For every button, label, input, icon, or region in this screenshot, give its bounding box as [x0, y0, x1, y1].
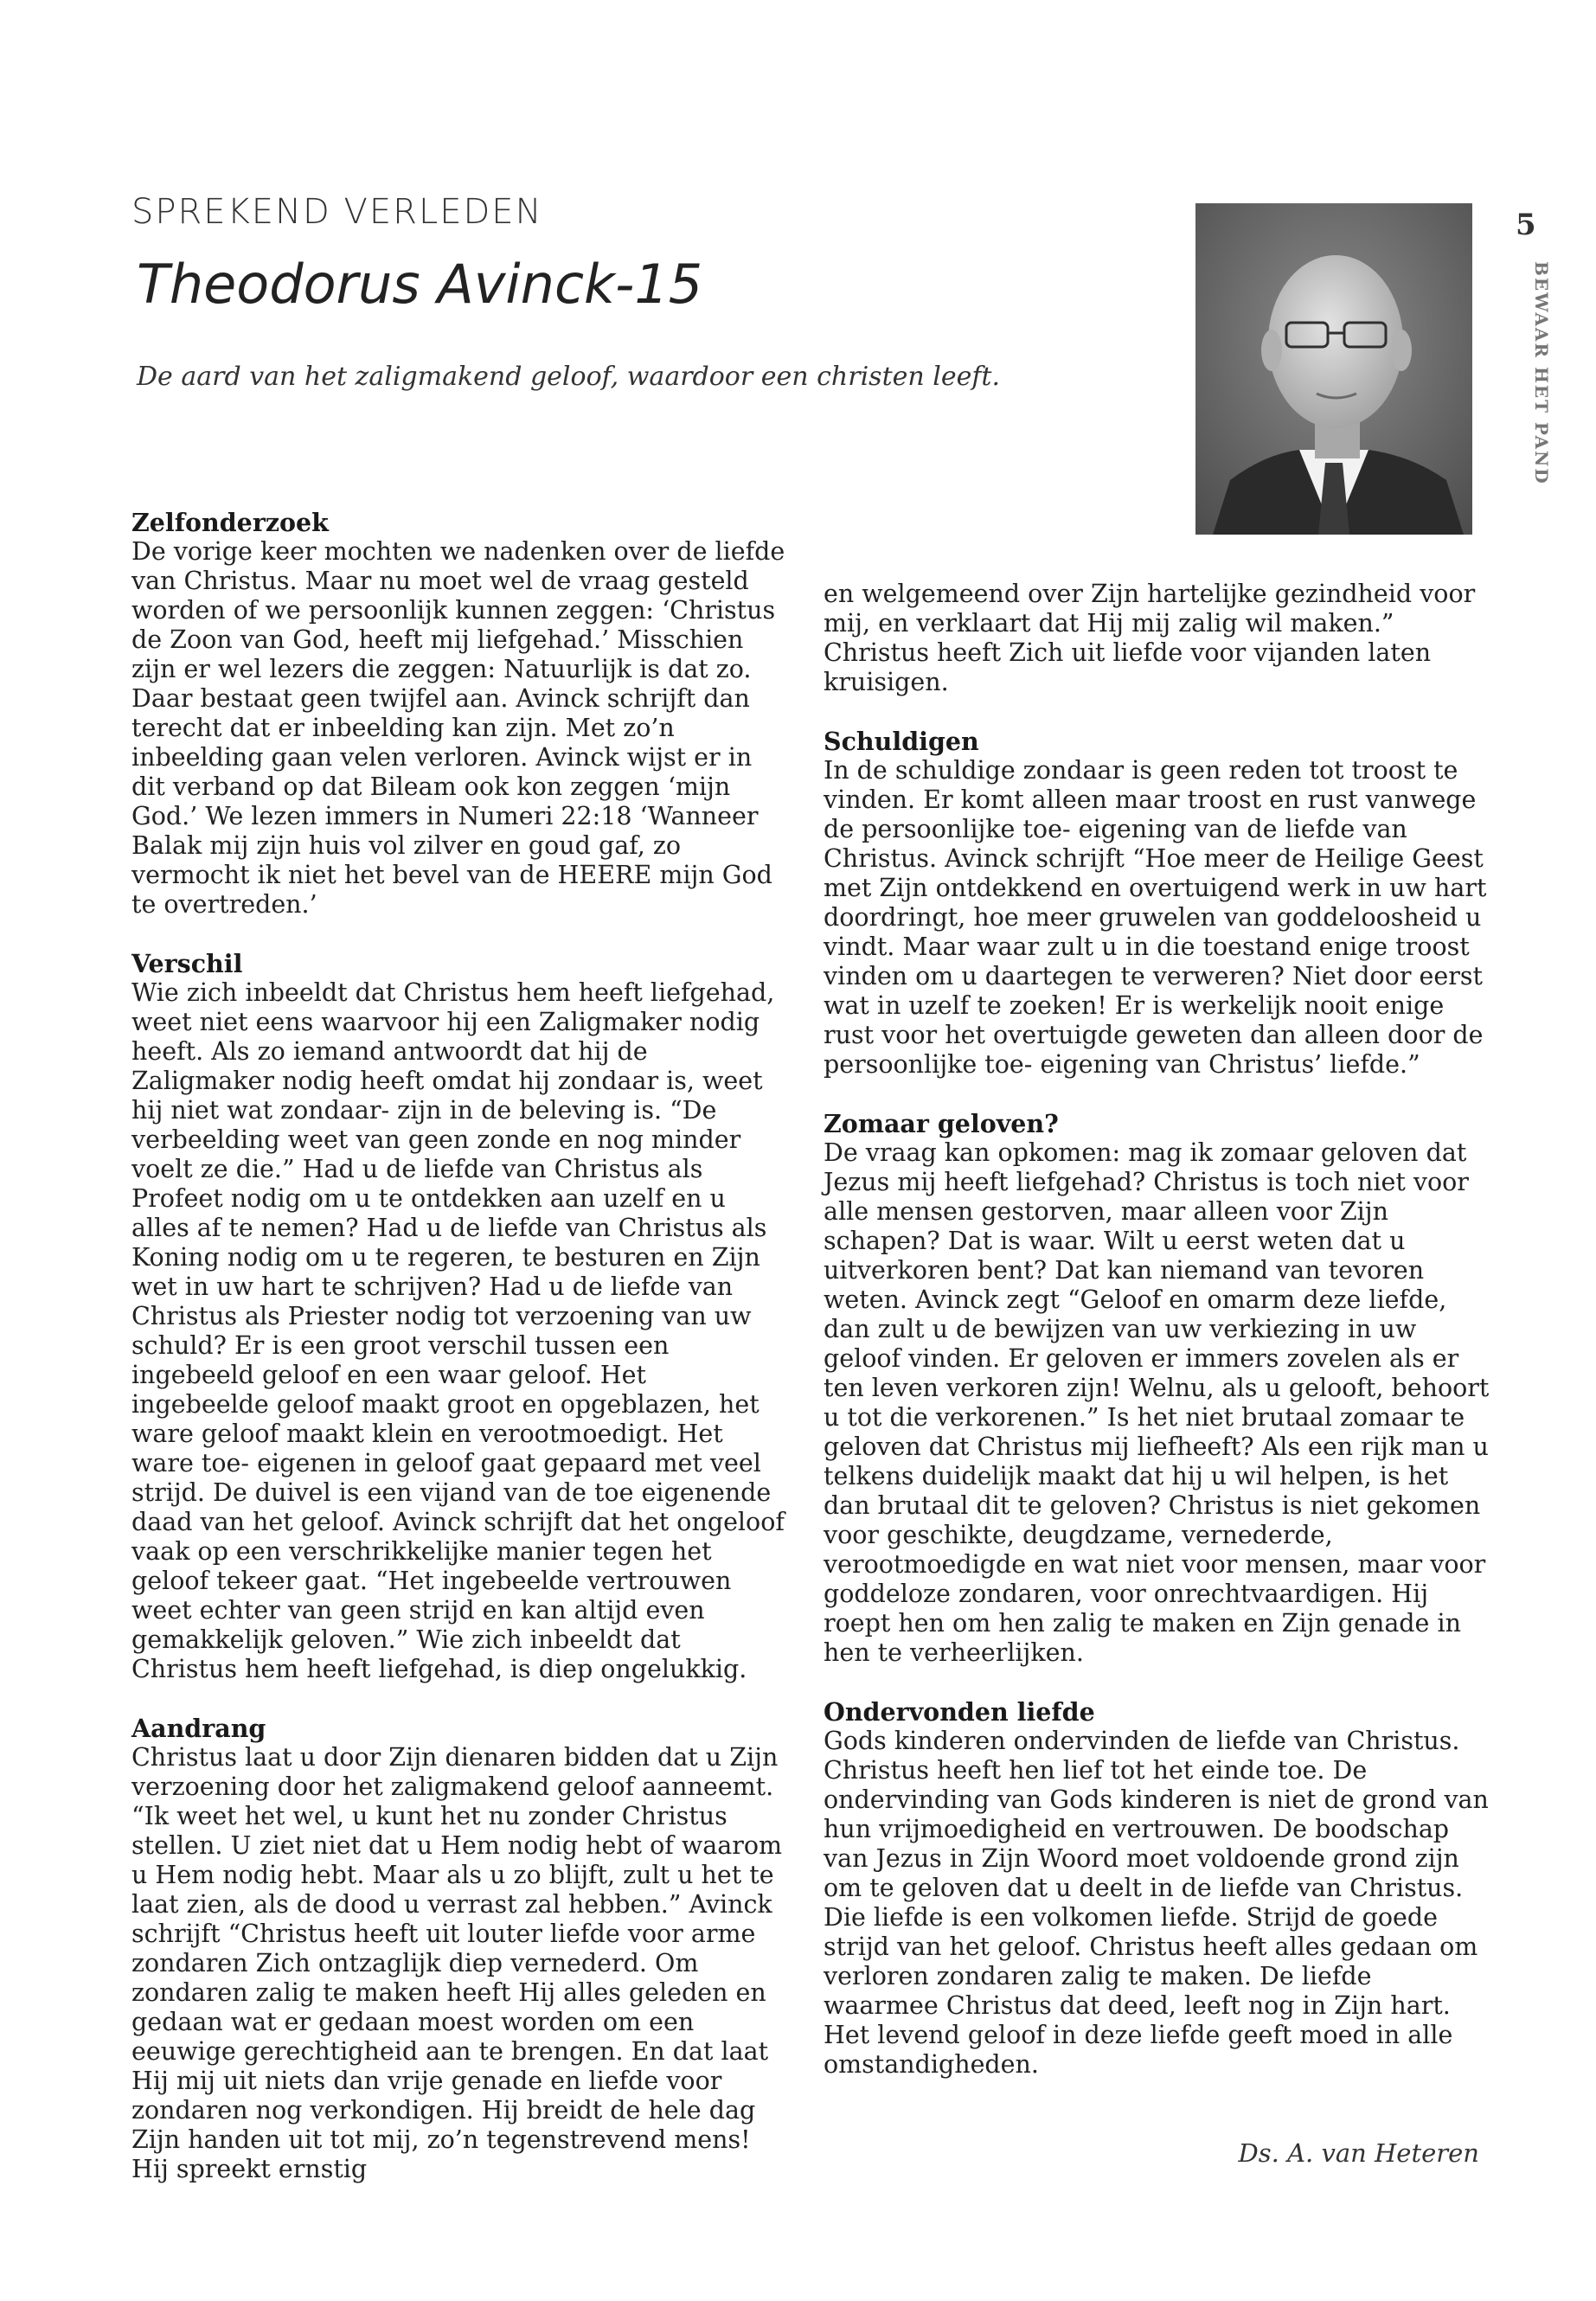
- section-heading: Zomaar geloven?: [824, 1109, 1059, 1138]
- portrait-illustration: [1195, 203, 1472, 535]
- article-subtitle: De aard van het zaligmakend geloof, waardoor een christen leeft.: [137, 362, 1001, 392]
- section-heading: Verschil: [131, 949, 243, 978]
- section-text: In de schuldige zondaar is geen reden tot troost te vinden. Er komt alleen maar troost en rust vanwege de persoonlijke toe- eigening van de liefde van Christus. Avinck schrijft “Hoe meer de Heilige Geest met Zijn ontdekkend en overtuigend werk in uw hart doordringt, hoe meer gruwelen van goddeloosheid u vindt. Maar waar zult u in die toestand enige troost vinden om u daartegen te verweren? Niet door eerst wat in uzelf te zoeken! Er is werkelijk nooit enige rust voor het overtuigde geweten dan alleen door de persoonlijke toe- eigening van Christus’ liefde.”: [824, 756, 1487, 1079]
- section-heading: Schuldigen: [824, 727, 979, 756]
- section-label: SPREKEND VERLEDEN: [131, 192, 543, 232]
- section-text: De vorige keer mochten we nadenken over de liefde van Christus. Maar nu moet wel de vraag gesteld worden of we persoonlijk kunnen zeggen: ‘Christus de Zoon van God, heeft mij liefgehad.’ Misschien zijn er wel lezers die zeggen: Natuurlijk is dat zo. Daar bestaat geen twijfel aan. Avinck schrijft dan terecht dat er inbeelding kan zijn. Met zo’n inbeelding gaan velen verloren. Avinck wijst er in dit verband op dat Bileam ook kon zeggen ‘mijn God.’ We lezen immers in Numeri 22:18 ‘Wanneer Balak mij zijn huis vol zilver en goud gaf, zo vermocht ik niet het bevel van de HEERE mijn God te overtreden.’: [131, 537, 785, 919]
- section-heading: Aandrang: [131, 1714, 266, 1743]
- section-text: Wie zich inbeeldt dat Christus hem heeft liefgehad, weet niet eens waarvoor hij een Zaligmaker nodig heeft. Als zo iemand antwoordt dat hij de Zaligmaker nodig heeft omdat hij zondaar is, weet hij niet wat zondaar- zijn in de beleving is. “De verbeelding weet van geen zonde en nog minder voelt ze die.” Had u de liefde van Christus als Profeet nodig om u te ontdekken aan uzelf en u alles af te nemen? Had u de liefde van Christus als Koning nodig om u te regeren, te besturen en Zijn wet in uw hart te schrijven? Had u de liefde van Christus als Priester nodig tot verzoening van uw schuld? Er is een groot verschil tussen een ingebeeld geloof en een waar geloof. Het ingebeelde geloof maakt groot en opgeblazen, het ware geloof maakt klein en verootmoedigt. Het ware toe- eigenen in geloof gaat gepaard met veel strijd. De duivel is een vijand van de toe eigenende daad van het geloof. Avinck schrijft dat het ongeloof vaak op een verschrikkelijke manier tegen het geloof tekeer gaat. “Het ingebeelde vertrouwen weet echter van geen strijd en kan altijd even gemakkelijk geloven.” Wie zich inbeeldt dat Christus hem heeft liefgehad, is diep ongelukkig.: [131, 978, 785, 1683]
- section-text: Christus laat u door Zijn dienaren bidden dat u Zijn verzoening door het zaligmakend geloof aanneemt. “Ik weet het wel, u kunt het nu zonder Christus stellen. U ziet niet dat u Hem nodig hebt of waarom u Hem nodig hebt. Maar als u zo blijft, zult u het te laat zien, als de dood u verrast zal hebben.” Avinck schrijft “Christus heeft uit louter liefde voor arme zondaren Zich ontzaglijk diep vernederd. Om zondaren zalig te maken heeft Hij alles geleden en gedaan wat er gedaan moest worden om een eeuwige gerechtigheid aan te brengen. En dat laat Hij mij uit niets dan vrije genade en liefde voor zondaren nog verkondigen. Hij breidt de hele dag Zijn handen uit tot mij, zo’n tegenstrevend mens! Hij spreekt ernstig: [131, 1743, 783, 2183]
- author-signature: Ds. A. van Heteren: [1238, 2138, 1479, 2168]
- section-heading: Zelfonderzoek: [131, 508, 329, 537]
- section-text: Gods kinderen ondervinden de liefde van Christus. Christus heeft hen lief tot het einde toe. De ondervinding van Gods kinderen is niet de grond van hun vrijmoedigheid en vertrouwen. De boodschap van Jezus in Zijn Woord moet voldoende grond zijn om te geloven dat u deelt in de liefde van Christus. Die liefde is een volkomen liefde. Strijd de goede strijd van het geloof. Christus heeft alles gedaan om verloren zondaren zalig te maken. De liefde waarmee Christus dat deed, leeft nog in Zijn hart. Het levend geloof in deze liefde geeft moed in alle omstandigheden.: [824, 1727, 1489, 2079]
- author-portrait: [1195, 203, 1472, 535]
- left-column: [131, 508, 789, 2214]
- section-text: De vraag kan opkomen: mag ik zomaar geloven dat Jezus mij heeft liefgehad? Christus is toch niet voor alle mensen gestorven, maar alleen voor Zijn schapen? Dat is waar. Wilt u eerst weten dat u uitverkoren bent? Dat kan niemand van tevoren weten. Avinck zegt “Geloof en omarm deze liefde, dan zult u de bewijzen van uw verkiezing in uw geloof vinden. Er geloven er immers zovelen als er ten leven verkoren zijn! Welnu, als u gelooft, behoort u tot die verkorenen.” Is het niet brutaal zomaar te geloven dat Christus mij liefheeft? Als een rijk man u telkens duidelijk maakt dat hij u wil helpen, is het dan brutaal dit te geloven? Christus is niet gekomen voor geschikte, deugdzame, vernederde, verootmoedigde en wat niet voor mensen, maar voor goddeloze zondaren, voor onrechtvaardigen. Hij roept hen om hen zalig te maken en Zijn genade in hen te verheerlijken.: [824, 1138, 1490, 1667]
- page-number: 5: [1516, 208, 1536, 242]
- article-title: Theodorus Avinck-15: [137, 253, 703, 316]
- running-head: BEWAAR HET PAND: [1531, 261, 1552, 485]
- section-heading: Ondervonden liefde: [824, 1697, 1095, 1727]
- right-column: [824, 580, 1490, 2109]
- section-text: en welgemeend over Zijn hartelijke gezindheid voor mij, en verklaart dat Hij mij zalig wil maken.” Christus heeft Zich uit liefde voor vijanden laten kruisigen.: [824, 580, 1476, 696]
